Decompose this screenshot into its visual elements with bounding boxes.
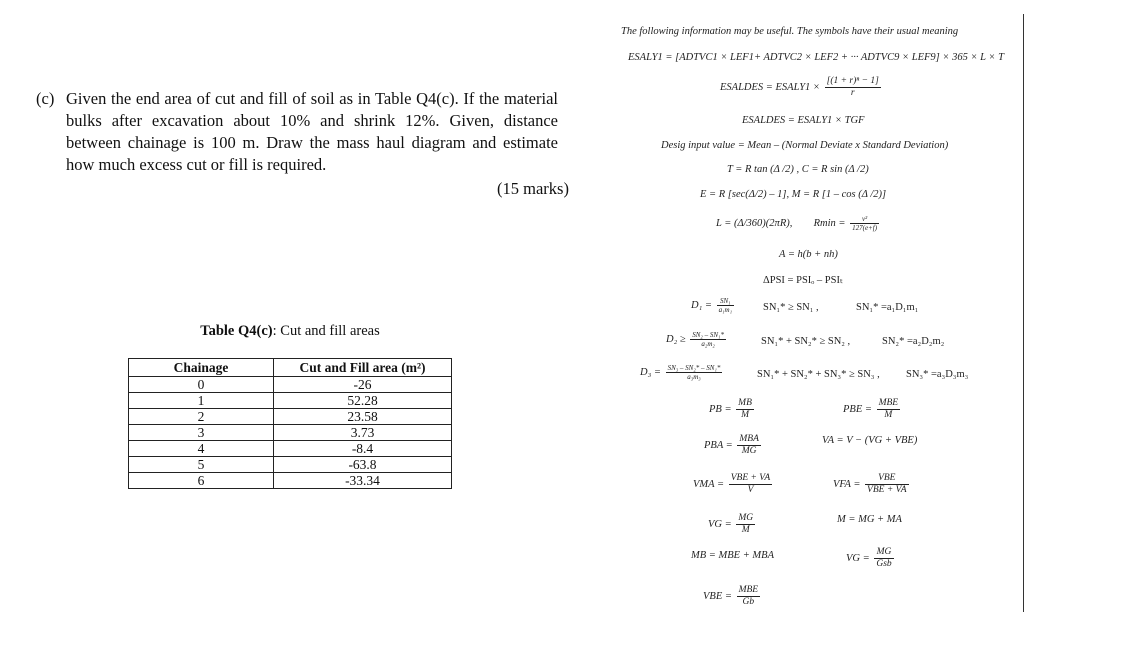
formula-vfa — [833, 473, 911, 496]
question-text: Given the end area of cut and fill of soil as in Table Q4(c). If the material bulks after excavation about 10% and shrink 12%. Given, distance between chainage is 100 m. Draw the mass haul diagram and estimate how much excess cut or fill is required. — [66, 89, 558, 174]
rmin-num: v² — [850, 215, 879, 224]
formula-pba — [704, 434, 763, 457]
formula-vbe — [703, 585, 762, 608]
chainage-cell: 6 — [129, 473, 274, 489]
formula-m: M = MG + MA — [837, 514, 902, 525]
cut-fill-table — [128, 358, 452, 489]
formula-d2 — [666, 331, 728, 348]
formula-mb: MB = MBE + MBA — [691, 550, 774, 561]
formula-d1-cond: SN₁* ≥ SN₁ , — [763, 302, 819, 313]
d2-num: SN₂ – SN₁* — [692, 331, 724, 339]
d1-lhs: D₁ = — [691, 299, 712, 311]
pbe-lhs: PBE = — [843, 403, 872, 415]
chainage-cell: 1 — [129, 393, 274, 409]
formula-psi: ΔPSI = PSIₒ – PSIₜ — [763, 275, 844, 286]
vfa-num: VBE — [865, 473, 908, 485]
vg2-den: Gsb — [876, 559, 892, 569]
area-cell: -63.8 — [274, 457, 452, 473]
formula-vg — [708, 513, 757, 536]
header-area: Cut and Fill area (m²) — [274, 359, 452, 377]
formula-area: A = h(b + nh) — [779, 249, 838, 260]
pb-den: M — [741, 410, 749, 420]
formula-design-input: Desig input value = Mean – (Normal Deviate x Standard Deviation) — [661, 140, 949, 151]
formula-d2-sn: SN₂* =a₂D₂m₂ — [882, 336, 945, 347]
table-row — [129, 409, 452, 425]
pbe-fraction — [877, 398, 901, 421]
marks-label: (15 marks) — [497, 179, 569, 198]
table-row — [129, 441, 452, 457]
d2-lhs: D₂ ≥ — [666, 333, 686, 345]
vg2-lhs: VG = — [846, 552, 870, 564]
pbe-den: M — [884, 410, 893, 420]
formula-e-m: E = R [sec(Δ/2) – 1], M = R [1 – cos (Δ /2)] — [700, 189, 887, 200]
formula-d1-sn: SN₁* =a₁D₁m₁ — [856, 302, 919, 313]
chainage-cell: 3 — [129, 425, 274, 441]
formula-intro: The following information may be useful. The symbols have their usual meaning — [621, 26, 959, 37]
table-row — [129, 457, 452, 473]
table-row — [129, 473, 452, 489]
formula-va: VA = V − (VG + VBE) — [822, 435, 918, 446]
vbe-den: Gb — [742, 597, 755, 607]
table-caption-rest: : Cut and fill areas — [272, 323, 380, 339]
d3-lhs: D₃ = — [640, 366, 661, 378]
formula-d1 — [691, 297, 736, 314]
formula-esal-y1: ESALY1 = [ADTVC1 × LEF1+ ADTVC2 × LEF2 + ··· ADTVC9 × LEF9] × 365 × L × T — [628, 52, 1004, 63]
pba-fraction — [737, 434, 761, 457]
rmin-lhs: Rmin = — [813, 217, 846, 229]
chainage-cell: 5 — [129, 457, 274, 473]
pbe-num: MBE — [878, 398, 899, 408]
area-cell: 52.28 — [274, 393, 452, 409]
table-caption — [128, 323, 452, 340]
pb-lhs: PB = — [709, 403, 732, 415]
chainage-cell: 4 — [129, 441, 274, 457]
vg-lhs: VG = — [708, 518, 732, 530]
pba-num: MBA — [739, 434, 759, 444]
d2-den: a₂m₂ — [701, 340, 715, 348]
vbe-fraction — [737, 585, 761, 608]
chainage-cell: 0 — [129, 377, 274, 393]
esal-des-num: [(1 + r)ⁿ − 1] — [826, 76, 879, 86]
d3-den: a₃m₃ — [687, 373, 701, 381]
area-cell: -33.34 — [274, 473, 452, 489]
vg-num: MG — [738, 513, 754, 523]
area-cell: -8.4 — [274, 441, 452, 457]
question-label: (c) — [36, 89, 55, 108]
pba-lhs: PBA = — [704, 439, 733, 451]
vg2-fraction — [874, 547, 893, 570]
vma-den: V — [747, 485, 754, 495]
esal-des-den: r — [850, 88, 855, 98]
area-cell: 3.73 — [274, 425, 452, 441]
rmin-den: 127(e+f) — [852, 224, 878, 232]
d1-den: a₁m₁ — [718, 306, 733, 314]
d2-fraction — [690, 331, 726, 348]
formula-d2-cond: SN₁* + SN₂* ≥ SN₂ , — [761, 336, 851, 347]
formula-t-c: T = R tan (Δ /2) , C = R sin (Δ /2) — [727, 164, 869, 175]
area-cell: -26 — [274, 377, 452, 393]
table-row — [129, 377, 452, 393]
esal-des-lhs: ESALDES = ESALY1 × — [720, 81, 821, 93]
pb-num: MB — [738, 398, 752, 408]
vfa-den: VBE + VA — [867, 485, 907, 495]
area-cell: 23.58 — [274, 409, 452, 425]
formula-d3-sn: SN₃* =a₃D₃m₃ — [906, 369, 969, 380]
vbe-num: MBE — [738, 585, 759, 595]
table-header-row — [129, 359, 452, 377]
formula-vg-gsb — [846, 547, 896, 570]
vma-num: VBE + VA — [730, 473, 771, 483]
page-divider-line — [1023, 14, 1024, 612]
vbe-lhs: VBE = — [703, 590, 732, 602]
header-chainage: Chainage — [129, 359, 274, 377]
formula-esal-des — [720, 76, 883, 99]
formula-esal-tgf: ESALDES = ESALY1 × TGF — [742, 115, 865, 126]
pb-fraction — [736, 398, 754, 421]
esal-des-fraction — [825, 76, 881, 99]
table-row — [129, 425, 452, 441]
d1-num: SN₁ — [717, 297, 734, 306]
table-caption-bold: Table Q4(c) — [200, 323, 273, 339]
formula-vma — [693, 473, 774, 496]
formula-pb — [709, 398, 756, 421]
rmin-fraction — [850, 215, 879, 232]
vma-fraction — [729, 473, 772, 496]
vg2-num: MG — [874, 547, 893, 559]
pba-den: MG — [741, 446, 757, 456]
d1-fraction — [717, 297, 734, 314]
formula-l: L = (Δ/360)(2πR), — [716, 217, 793, 229]
formula-pbe — [843, 398, 902, 421]
vfa-lhs: VFA = — [833, 478, 861, 490]
formula-l-rmin — [716, 215, 881, 232]
chainage-cell: 2 — [129, 409, 274, 425]
formula-d3-cond: SN₁* + SN₂* + SN₃* ≥ SN₃ , — [757, 369, 880, 380]
d3-num: SN₃ – SN₂* – SN₁* — [667, 364, 721, 372]
vg-den: M — [741, 525, 750, 535]
vfa-fraction — [865, 473, 908, 496]
formula-d3 — [640, 364, 724, 381]
table-row — [129, 393, 452, 409]
d3-fraction — [666, 364, 723, 381]
vma-lhs: VMA = — [693, 478, 725, 490]
vg-fraction — [736, 513, 755, 536]
